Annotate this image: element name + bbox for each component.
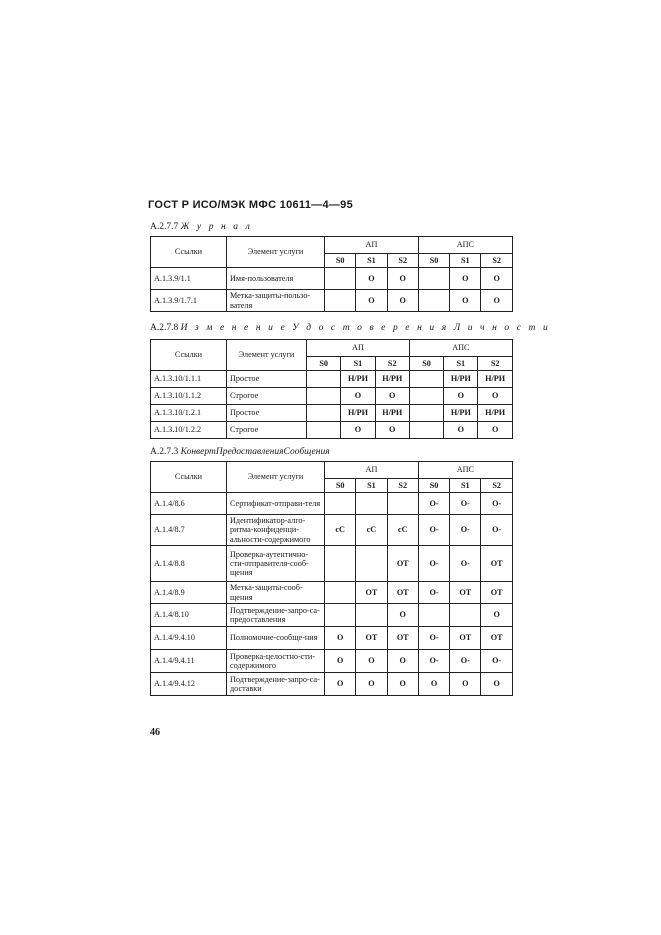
cell-value: Н/РИ [478,405,512,422]
cell-value [307,388,341,405]
cell-value: О [450,673,481,696]
cell-value [307,371,341,388]
cell-service-element: Простое [227,371,307,388]
cell-service-element: Полномочие-сообще-ния [227,627,325,650]
cell-value: О [444,422,478,439]
cell-value: О- [481,515,512,546]
cell-value: О- [450,650,481,673]
header-group-aps: АПС [418,462,512,479]
cell-value: Н/РИ [341,371,375,388]
cell-value: О- [418,650,449,673]
header-subcolumn: S2 [387,479,418,493]
cell-reference: А.1.3.10/1.2.2 [151,422,227,439]
header-group-ap: АП [325,462,419,479]
cell-value: Н/РИ [375,405,409,422]
cell-value: О [325,673,356,696]
header-refs: Ссылки [151,237,227,268]
cell-value [356,604,387,627]
cell-value: Н/РИ [444,405,478,422]
cell-reference: А.1.4/8.10 [151,604,227,627]
cell-value [325,546,356,582]
cell-value: О [356,290,387,312]
header-subcolumn: S2 [375,357,409,371]
header-subcolumn: S1 [450,254,481,268]
cell-reference: А.1.3.10/1.2.1 [151,405,227,422]
cell-value: О [356,268,387,290]
cell-value: О [444,388,478,405]
header-subcolumn: S1 [444,357,478,371]
table-row [151,582,513,604]
cell-value [418,290,449,312]
table-row [151,371,513,388]
cell-value: О [387,673,418,696]
cell-value: О [481,268,512,290]
cell-value [409,371,443,388]
cell-value: О [341,422,375,439]
header-subcolumn: S0 [325,479,356,493]
document-title: ГОСТ Р ИСО/МЭК МФС 10611—4—95 [148,199,354,211]
cell-service-element: Проверка-целостно-сти-содержимого [227,650,325,673]
section-heading-identity-change [150,323,550,333]
header-refs: Ссылки [151,462,227,493]
cell-value: О [387,650,418,673]
cell-value: О- [418,582,449,604]
cell-value: ОТ [481,627,512,650]
page-number: 46 [150,727,160,738]
cell-value [450,604,481,627]
cell-value [307,405,341,422]
cell-service-element: Метка-защиты-сооб-щения [227,582,325,604]
cell-value [387,493,418,515]
cell-value: Н/РИ [478,371,512,388]
cell-value: Н/РИ [375,371,409,388]
cell-value: сС [387,515,418,546]
cell-value: ОТ [356,627,387,650]
header-subcolumn: S0 [409,357,443,371]
cell-service-element: Подтверждение-запро-са-доставки [227,673,325,696]
header-subcolumn: S2 [387,254,418,268]
header-subcolumn: S2 [481,254,512,268]
cell-value: О- [418,515,449,546]
cell-service-element: Идентификатор-алго-ритма-конфиденци-альности-содержимого [227,515,325,546]
cell-value: ОТ [387,627,418,650]
table-journal [150,236,513,312]
table-row [151,673,513,696]
cell-value: О [325,650,356,673]
header-group-ap: АП [325,237,419,254]
table-row [151,388,513,405]
cell-reference: А.1.4/9.4.12 [151,673,227,696]
cell-reference: А.1.4/9.4.10 [151,627,227,650]
cell-service-element: Сертификат-отправи-теля [227,493,325,515]
cell-value: О [418,673,449,696]
table-row [151,405,513,422]
cell-value: О [325,627,356,650]
header-element: Элемент услуги [227,237,325,268]
header-subcolumn: S0 [418,254,449,268]
section-heading-submission-envelope [150,447,330,457]
header-group-ap: АП [307,340,410,357]
cell-value [325,493,356,515]
cell-service-element: Проверка-аутентично-сти-отправителя-сооб-щения [227,546,325,582]
header-subcolumn: S2 [478,357,512,371]
table-row [151,515,513,546]
cell-service-element: Подтверждение-запро-са-предоставления [227,604,325,627]
cell-value [418,268,449,290]
cell-value: О [387,604,418,627]
cell-value [418,604,449,627]
cell-value: сС [356,515,387,546]
header-subcolumn: S0 [325,254,356,268]
table-row [151,290,513,312]
cell-value: ОТ [481,582,512,604]
cell-value: Н/РИ [444,371,478,388]
table-row [151,268,513,290]
cell-value: О- [418,493,449,515]
header-subcolumn: S2 [481,479,512,493]
cell-value: О- [418,546,449,582]
section-heading-journal [150,222,252,232]
cell-value: О [375,388,409,405]
cell-value: ОТ [481,546,512,582]
cell-value: О [375,422,409,439]
cell-value: О- [481,650,512,673]
header-element: Элемент услуги [227,462,325,493]
cell-value: О [478,388,512,405]
section-title: И з м е н е н и е У д о с т о в е р е н и я Л и ч н о с т и [180,323,551,333]
header-refs: Ссылки [151,340,227,371]
cell-value: О [450,290,481,312]
table-row [151,604,513,627]
cell-value [409,388,443,405]
cell-value: О [387,290,418,312]
header-subcolumn: S1 [356,254,387,268]
cell-value: О [481,290,512,312]
cell-value: О [356,673,387,696]
cell-value: Н/РИ [341,405,375,422]
cell-reference: А.1.4/8.6 [151,493,227,515]
cell-value: О [481,604,512,627]
header-subcolumn: S0 [418,479,449,493]
cell-reference: А.1.4/8.8 [151,546,227,582]
cell-value: О [450,268,481,290]
cell-value: ОТ [387,546,418,582]
cell-value [409,405,443,422]
cell-value: О- [450,493,481,515]
cell-value [325,290,356,312]
cell-value: О [341,388,375,405]
cell-value [325,582,356,604]
cell-value: О [481,673,512,696]
cell-value [325,268,356,290]
cell-service-element: Метка-защиты-пользо-вателя [227,290,325,312]
cell-reference: А.1.3.10/1.1.2 [151,388,227,405]
cell-reference: А.1.4/9.4.11 [151,650,227,673]
cell-value: ОТ [387,582,418,604]
header-subcolumn: S1 [450,479,481,493]
cell-reference: А.1.3.9/1.1 [151,268,227,290]
table-row [151,493,513,515]
table-row [151,546,513,582]
section-title: Ж у р н а л [180,222,253,232]
header-element: Элемент услуги [227,340,307,371]
cell-service-element: Простое [227,405,307,422]
cell-reference: А.1.3.9/1.7.1 [151,290,227,312]
cell-value: О [356,650,387,673]
cell-value: О- [450,546,481,582]
section-number: А.2.7.8 [150,323,179,333]
cell-value: ОТ [450,627,481,650]
section-number: А.2.7.3 [150,447,179,457]
cell-value: О- [418,627,449,650]
header-group-aps: АПС [418,237,512,254]
section-number: А.2.7.7 [150,222,179,232]
cell-value: ОТ [450,582,481,604]
header-subcolumn: S0 [307,357,341,371]
cell-reference: А.1.3.10/1.1.1 [151,371,227,388]
cell-value: О- [450,515,481,546]
section-title: КонвертПредоставленияСообщения [180,447,330,457]
cell-value [409,422,443,439]
header-group-aps: АПС [409,340,512,357]
cell-value: ОТ [356,582,387,604]
cell-value [307,422,341,439]
cell-value [325,604,356,627]
table-row [151,650,513,673]
header-subcolumn: S1 [356,479,387,493]
table-identity-change [150,339,513,439]
cell-value: О [387,268,418,290]
cell-value: О [478,422,512,439]
cell-value [356,493,387,515]
cell-service-element: Строгое [227,388,307,405]
cell-value: сС [325,515,356,546]
cell-reference: А.1.4/8.9 [151,582,227,604]
cell-value [356,546,387,582]
header-subcolumn: S1 [341,357,375,371]
cell-value: О- [481,493,512,515]
cell-reference: А.1.4/8.7 [151,515,227,546]
table-row [151,422,513,439]
cell-service-element: Строгое [227,422,307,439]
table-row [151,627,513,650]
cell-service-element: Имя-пользователя [227,268,325,290]
table-submission-envelope [150,461,513,696]
